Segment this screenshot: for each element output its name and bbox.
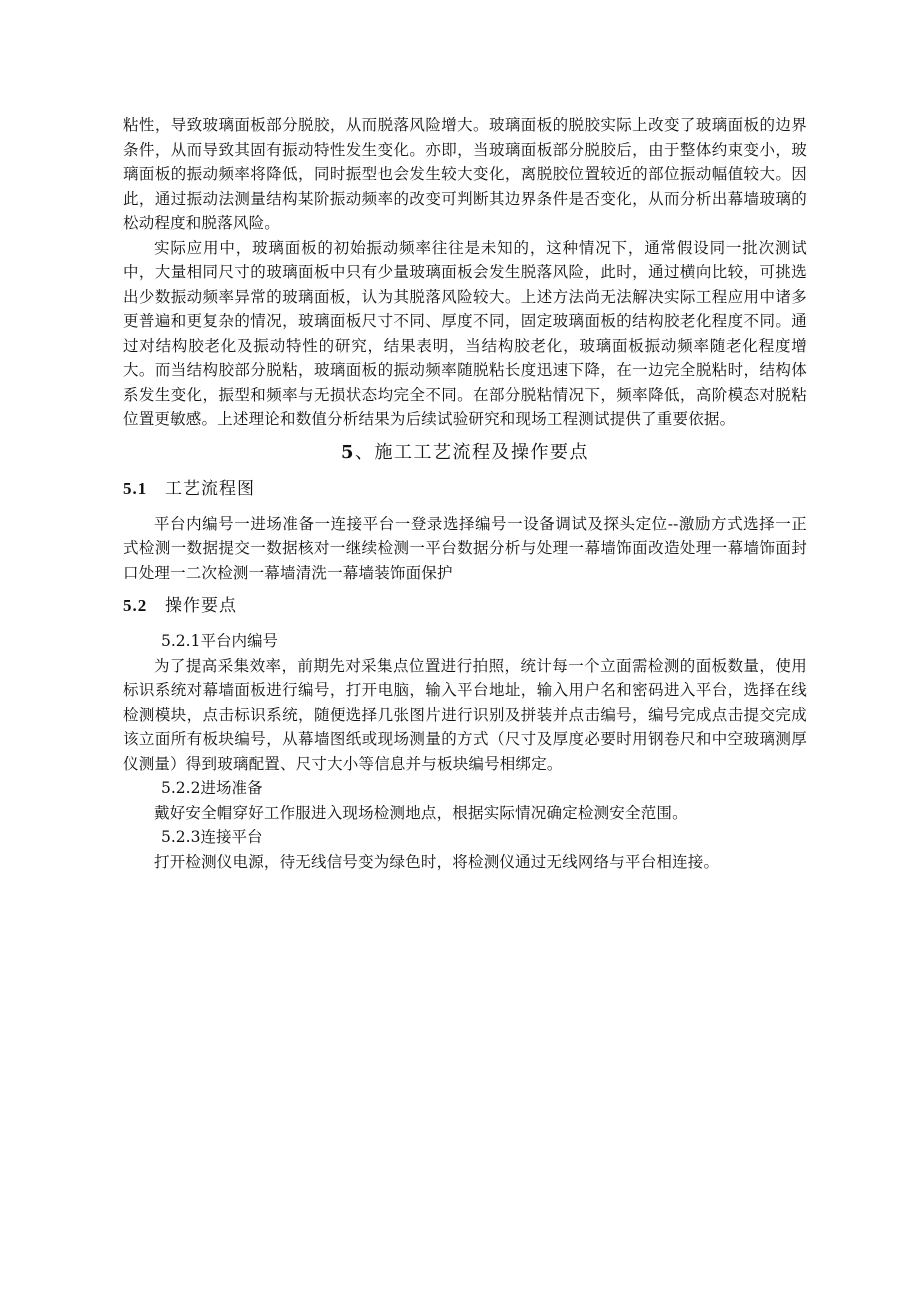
subsection-number: 5.1 xyxy=(123,478,148,498)
subsection-title: 操作要点 xyxy=(165,596,237,616)
body-paragraph: 实际应用中，玻璃面板的初始振动频率往往是未知的，这种情况下，通常假设同一批次测试中，大量相同尺寸的玻璃面板中只有少量玻璃面板会发生脱落风险，此时，通过横向比较，可挑选出少数振动频率异常的玻璃面板，认为其脱落风险较大。上述方法尚无法解决实际工程应用中诸多更普遍和更复杂的情况，玻璃面板尺寸不同、厚度不同，固定玻璃面板的结构胶老化程度不同。通过对结构胶老化及振动特性的研究，结果表明，当结构胶老化，玻璃面板振动频率随老化程度增大。而当结构胶部分脱粘，玻璃面板的振动频率随脱粘长度迅速下降，在一边完全脱粘时，结构体系发生变化，振型和频率与无损状态均完全不同。在部分脱粘情况下，频率降低，高阶模态对脱粘位置更敏感。上述理论和数值分析结果为后续试验研究和现场工程测试提供了重要依据。 xyxy=(123,238,807,428)
subsection-title: 工艺流程图 xyxy=(165,478,255,499)
item-heading-5-2-2: 5.2.2进场准备 xyxy=(161,779,263,797)
body-paragraph: 戴好安全帽穿好工作服进入现场检测地点，根据实际情况确定检测安全范围。 xyxy=(154,803,688,822)
body-paragraph: 打开检测仪电源，待无线信号变为绿色时，将检测仪通过无线网络与平台相连接。 xyxy=(154,852,720,871)
subsection-heading-5-1 xyxy=(123,474,807,504)
section-title-text: 、施工工艺流程及操作要点 xyxy=(355,441,590,463)
body-paragraph: 为了提高采集效率，前期先对采集点位置进行拍照，统计每一个立面需检测的面板数量，使用标识系统对幕墙面板进行编号，打开电脑，输入平台地址，输入用户名和密码进入平台，选择在线检测模块，点击标识系统，随便选择几张图片进行识别及拼装并点击编号，编号完成点击提交完成该立面所有板块编号，从幕墙图纸或现场测量的方式（尺寸及厚度必要时用钢卷尺和中空玻璃测厚仪测量）得到玻璃配置、尺寸大小等信息并与板块编号相绑定。 xyxy=(123,656,807,773)
subsection-number: 5.2 xyxy=(123,596,148,615)
subsection-heading-5-2 xyxy=(123,591,807,621)
section-heading xyxy=(123,438,807,468)
section-number: 5 xyxy=(340,441,356,463)
body-paragraph: 粘性，导致玻璃面板部分脱胶，从而脱落风险增大。玻璃面板的脱胶实际上改变了玻璃面板的边界条件，从而导致其固有振动特性发生变化。亦即，当玻璃面板部分脱胶后，由于整体约束变小，玻璃面板的振动频率将降低，同时振型也会发生较大变化，离脱胶位置较近的部位振动幅值较大。因此，通过振动法测量结构某阶振动频率的改变可判断其边界条件是否变化，从而分析出幕墙玻璃的松动程度和脱落风险。 xyxy=(123,116,807,232)
document-page xyxy=(123,113,807,874)
process-flow-paragraph: 平台内编号一进场准备一连接平台一登录选择编号一设备调试及探头定位--激励方式选择一正式检测一数据提交一数据核对一继续检测一平台数据分析与处理一幕墙饰面改造处理一幕墙饰面封口处理一二次检测一幕墙清洗一幕墙装饰面保护 xyxy=(123,514,807,582)
item-heading-5-2-1: 5.2.1平台内编号 xyxy=(161,632,278,650)
item-heading-5-2-3: 5.2.3连接平台 xyxy=(161,828,263,846)
